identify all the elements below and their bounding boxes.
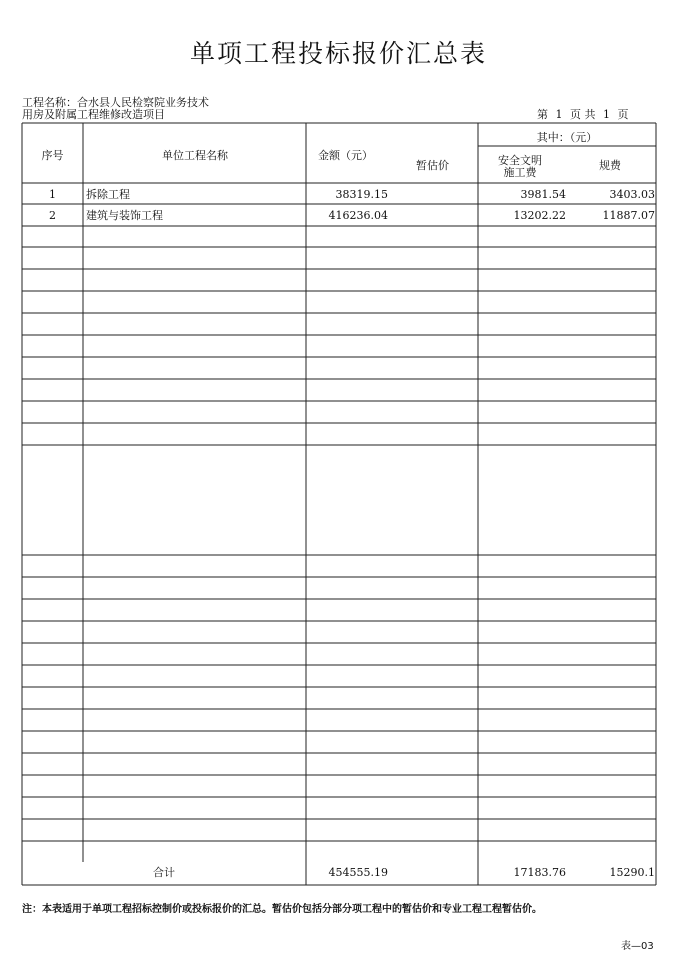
header-fees: 规费 xyxy=(599,159,621,172)
row1-safety: 3981.54 xyxy=(520,188,566,201)
page-suffix: 页 xyxy=(617,108,629,121)
page-indicator xyxy=(537,109,629,121)
total-label: 合计 xyxy=(153,866,175,879)
row1-seq: 1 xyxy=(49,188,56,201)
header-safety-line1: 安全文明 xyxy=(498,154,542,167)
page-middle: 页 共 xyxy=(570,108,596,121)
row1-fees: 3403.03 xyxy=(609,188,655,201)
row2-fees: 11887.07 xyxy=(602,209,655,222)
row1-amount: 38319.15 xyxy=(335,188,388,201)
project-name-line1: 工程名称：合水县人民检察院业务技术 xyxy=(22,96,209,109)
page-current: 1 xyxy=(555,108,563,121)
header-provisional: 暂估价 xyxy=(416,159,449,172)
total-fees: 15290.1 xyxy=(609,866,655,879)
footnote: 注：本表适用于单项工程招标控制价或投标报价的汇总。暂估价包括分部分项工程中的暂估价和专业工程工程暂估价。 xyxy=(22,904,542,915)
header-amount: 金额（元） xyxy=(318,149,373,162)
table-code: 表—03 xyxy=(621,941,654,952)
project-name xyxy=(22,97,209,121)
row2-name: 建筑与装饰工程 xyxy=(86,209,163,222)
header-safety-line2: 施工费 xyxy=(503,166,537,179)
page-prefix: 第 xyxy=(537,108,548,121)
total-safety: 17183.76 xyxy=(513,866,566,879)
header-seq: 序号 xyxy=(41,149,64,162)
header-unit-name: 单位工程名称 xyxy=(162,149,228,162)
row2-safety: 13202.22 xyxy=(513,209,566,222)
project-name-line2: 用房及附属工程维修改造项目 xyxy=(22,108,165,121)
row2-seq: 2 xyxy=(49,209,56,222)
page-total: 1 xyxy=(603,108,610,121)
page-title: 单项工程投标报价汇总表 xyxy=(189,39,487,68)
row2-amount: 416236.04 xyxy=(328,209,388,222)
row1-name: 拆除工程 xyxy=(86,188,130,201)
header-including: 其中：（元） xyxy=(536,131,598,144)
total-amount: 454555.19 xyxy=(328,866,388,879)
